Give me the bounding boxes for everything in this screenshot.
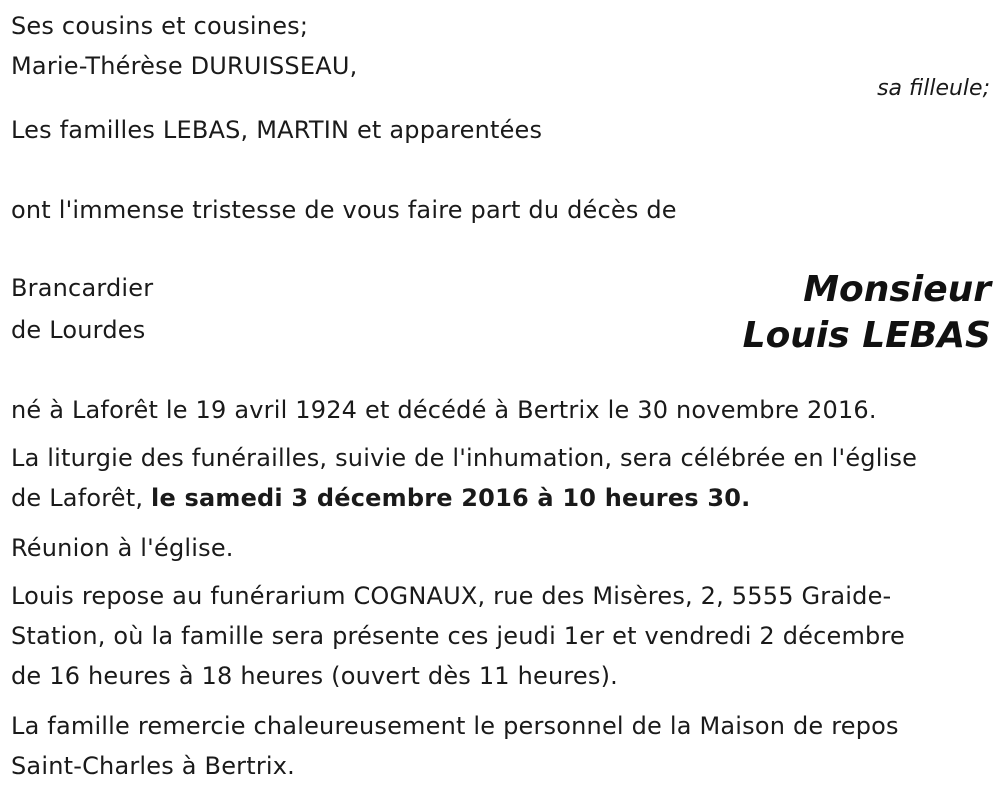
thanks-line-1: La famille remercie chaleureusement le personnel de la Maison de repos: [11, 712, 899, 740]
family-line-goddaughter: Marie-Thérèse DURUISSEAU,: [11, 52, 358, 80]
rest-line-1: Louis repose au funérarium COGNAUX, rue des Misères, 2, 5555 Graide-: [11, 582, 892, 610]
goddaughter-role: sa filleule;: [877, 76, 990, 101]
birth-death-line: né à Laforêt le 19 avril 1924 et décédé à Bertrix le 30 novembre 2016.: [11, 396, 877, 424]
family-line-families: Les familles LEBAS, MARTIN et apparentées: [11, 116, 543, 144]
family-line-cousins: Ses cousins et cousines;: [11, 12, 309, 40]
deceased-honorific: Monsieur: [803, 269, 991, 310]
deceased-name: Louis LEBAS: [742, 315, 991, 356]
rest-line-2: Station, où la famille sera présente ces jeudi 1er et vendredi 2 décembre: [11, 622, 905, 650]
meeting-line: Réunion à l'église.: [11, 534, 234, 562]
funeral-date: le samedi 3 décembre 2016 à 10 heures 30.: [151, 484, 751, 512]
funeral-place: de Laforêt,: [11, 484, 152, 512]
thanks-line-2: Saint-Charles à Bertrix.: [11, 752, 296, 780]
announcement-text: ont l'immense tristesse de vous faire part du décès de: [11, 196, 677, 224]
deceased-name-block: [743, 267, 991, 359]
funeral-line-2: [11, 478, 750, 518]
title-line-2: de Lourdes: [11, 316, 146, 344]
title-line-1: Brancardier: [11, 274, 154, 302]
rest-line-3: de 16 heures à 18 heures (ouvert dès 11 heures).: [11, 662, 618, 690]
funeral-line-1: La liturgie des funérailles, suivie de l'inhumation, sera célébrée en l'église: [11, 444, 918, 472]
